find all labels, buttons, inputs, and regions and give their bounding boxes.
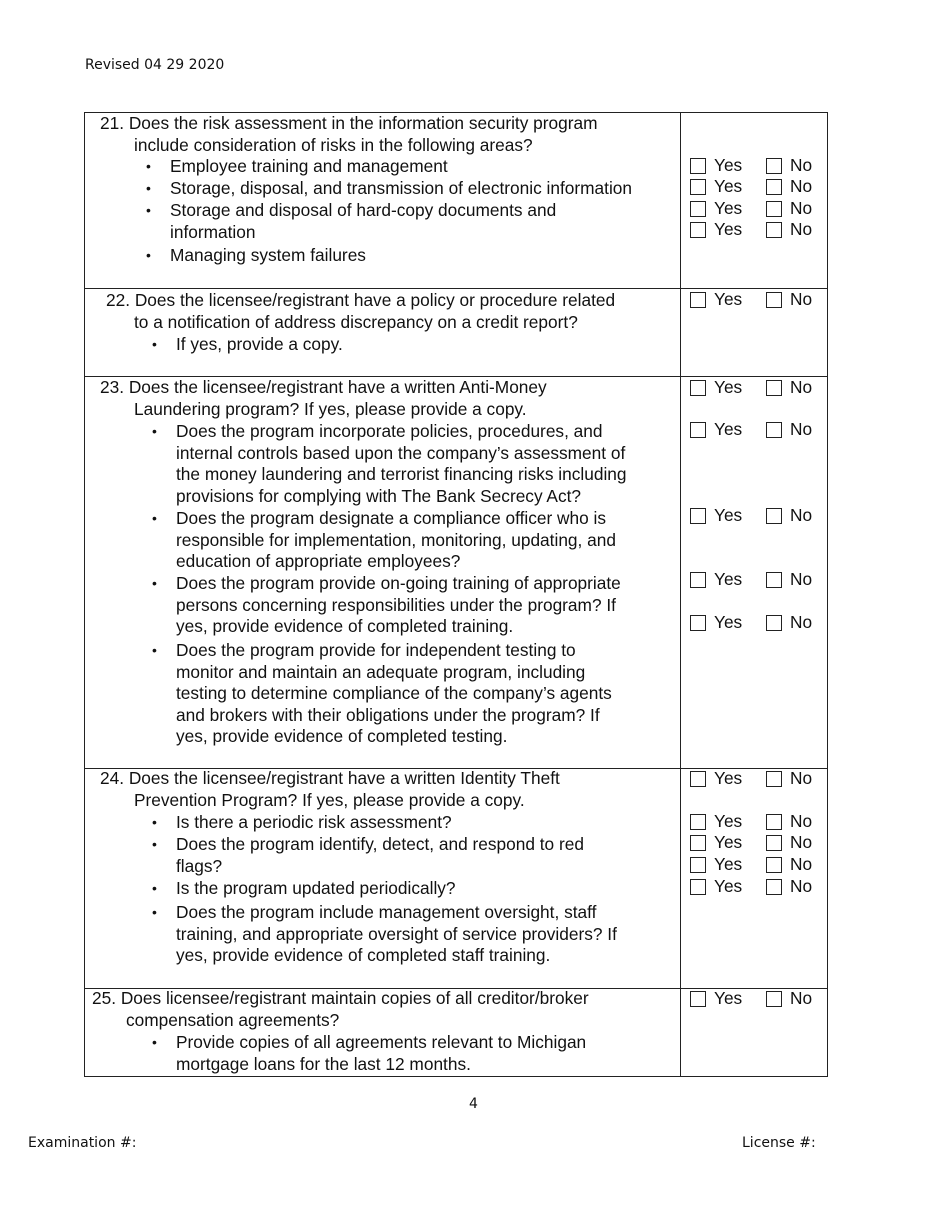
bullet-icon: • xyxy=(146,202,151,218)
q23-row-4-no-checkbox[interactable] xyxy=(766,572,782,588)
yes-label: Yes xyxy=(714,768,743,788)
bullet-icon: • xyxy=(152,880,157,896)
no-label: No xyxy=(790,176,813,196)
q23-bullet-3-text: Does the program provide on-going training of appropriate xyxy=(176,573,621,593)
q23-row-2-yes-checkbox[interactable] xyxy=(690,422,706,438)
bullet-icon: • xyxy=(152,423,157,439)
q21-row-2-yes-checkbox[interactable] xyxy=(690,179,706,195)
q24-row-1-no-checkbox[interactable] xyxy=(766,771,782,787)
no-label: No xyxy=(790,289,813,309)
q24-bullet-4-text: Does the program include management oversight, staff xyxy=(176,902,597,922)
q21-question-text-cont: include consideration of risks in the following areas? xyxy=(134,134,533,155)
bullet-icon: • xyxy=(146,180,151,196)
q21-bullet-3-text: Storage and disposal of hard-copy documents and xyxy=(170,200,557,220)
q25-row-1-yes-checkbox[interactable] xyxy=(690,991,706,1007)
yes-label: Yes xyxy=(714,289,743,309)
q25-row-1-no-checkbox[interactable] xyxy=(766,991,782,1007)
q24-bullet-4-text: yes, provide evidence of completed staff training. xyxy=(176,945,551,966)
q22-question-text-cont: to a notification of address discrepancy on a credit report? xyxy=(134,311,578,332)
q23-question-text-cont: Laundering program? If yes, please provide a copy. xyxy=(134,398,527,419)
no-label: No xyxy=(790,377,813,397)
license-number-label: License #: xyxy=(742,1135,816,1151)
yes-label: Yes xyxy=(714,219,743,239)
q21-question-text: 21. Does the risk assessment in the information security program xyxy=(100,113,598,133)
no-label: No xyxy=(790,198,813,218)
q25-question-text-cont: compensation agreements? xyxy=(126,1009,340,1030)
q23-bullet-2-text: education of appropriate employees? xyxy=(176,551,461,572)
q23-row-2-no-checkbox[interactable] xyxy=(766,422,782,438)
yes-label: Yes xyxy=(714,377,743,397)
q24-row-5-no-checkbox[interactable] xyxy=(766,879,782,895)
q23-row-5-no-checkbox[interactable] xyxy=(766,615,782,631)
q22-question-text: 22. Does the licensee/registrant have a policy or procedure related xyxy=(106,290,616,310)
q24-bullet-3-text: Is the program updated periodically? xyxy=(176,878,456,898)
q23-question-text: 23. Does the licensee/registrant have a written Anti-Money xyxy=(100,377,547,397)
bullet-icon: • xyxy=(146,158,151,174)
q24-question-text: 24. Does the licensee/registrant have a written Identity Theft xyxy=(100,768,560,788)
no-label: No xyxy=(790,988,813,1008)
yes-label: Yes xyxy=(714,176,743,196)
yes-label: Yes xyxy=(714,505,743,525)
examination-number-label: Examination #: xyxy=(28,1135,137,1151)
q23-bullet-1-text: provisions for complying with The Bank Secrecy Act? xyxy=(176,485,582,506)
q21-row-3-yes-checkbox[interactable] xyxy=(690,201,706,217)
q24-bullet-4-text: training, and appropriate oversight of service providers? If xyxy=(176,923,617,944)
q23-bullet-2-text: Does the program designate a compliance officer who is xyxy=(176,508,607,528)
q25-question-text: 25. Does licensee/registrant maintain copies of all creditor/broker xyxy=(92,988,589,1008)
no-label: No xyxy=(790,612,813,632)
q23-row-1-yes-checkbox[interactable] xyxy=(690,380,706,396)
no-label: No xyxy=(790,505,813,525)
q21-bullet-3-text: information xyxy=(170,221,256,242)
q24-bullet-1-text: Is there a periodic risk assessment? xyxy=(176,812,452,832)
no-label: No xyxy=(790,768,813,788)
bullet-icon: • xyxy=(152,1034,157,1050)
q21-row-1-no-checkbox[interactable] xyxy=(766,158,782,174)
no-label: No xyxy=(790,854,813,874)
q24-row-5-yes-checkbox[interactable] xyxy=(690,879,706,895)
yes-label: Yes xyxy=(714,155,743,175)
q23-bullet-3-text: persons concerning responsibilities under the program? If xyxy=(176,594,616,615)
q24-row-2-yes-checkbox[interactable] xyxy=(690,814,706,830)
revised-date: Revised 04 29 2020 xyxy=(85,57,225,73)
q23-bullet-4-text: testing to determine compliance of the company’s agents xyxy=(176,683,612,704)
page-number: 4 xyxy=(469,1096,478,1112)
q22-bullet-1-text: If yes, provide a copy. xyxy=(176,334,343,354)
no-label: No xyxy=(790,876,813,896)
q21-row-1-yes-checkbox[interactable] xyxy=(690,158,706,174)
q24-row-3-yes-checkbox[interactable] xyxy=(690,835,706,851)
q24-bullet-2-text: Does the program identify, detect, and respond to red xyxy=(176,834,584,854)
q23-bullet-1-text: the money laundering and terrorist financing risks including xyxy=(176,464,627,485)
q23-bullet-4-text: Does the program provide for independent testing to xyxy=(176,640,576,660)
no-label: No xyxy=(790,569,813,589)
q23-row-5-yes-checkbox[interactable] xyxy=(690,615,706,631)
bullet-icon: • xyxy=(152,575,157,591)
no-label: No xyxy=(790,219,813,239)
q24-row-2-no-checkbox[interactable] xyxy=(766,814,782,830)
yes-label: Yes xyxy=(714,612,743,632)
q24-question-text-cont: Prevention Program? If yes, please provide a copy. xyxy=(134,789,525,810)
yes-label: Yes xyxy=(714,988,743,1008)
q25-bullet-1-text: mortgage loans for the last 12 months. xyxy=(176,1053,471,1074)
q23-bullet-2-text: responsible for implementation, monitoring, updating, and xyxy=(176,529,616,550)
yes-label: Yes xyxy=(714,876,743,896)
q23-bullet-1-text: internal controls based upon the company’s assessment of xyxy=(176,442,626,463)
q23-bullet-4-text: and brokers with their obligations under the program? If xyxy=(176,704,600,725)
yes-label: Yes xyxy=(714,832,743,852)
q23-bullet-3-text: yes, provide evidence of completed training. xyxy=(176,616,514,637)
bullet-icon: • xyxy=(146,247,151,263)
q24-row-4-yes-checkbox[interactable] xyxy=(690,857,706,873)
q24-row-4-no-checkbox[interactable] xyxy=(766,857,782,873)
q23-row-3-yes-checkbox[interactable] xyxy=(690,508,706,524)
q21-bullet-1-text: Employee training and management xyxy=(170,156,448,176)
q21-bullet-4-text: Managing system failures xyxy=(170,245,366,265)
q23-bullet-4-text: yes, provide evidence of completed testing. xyxy=(176,726,508,747)
q23-bullet-4-text: monitor and maintain an adequate program, including xyxy=(176,661,586,682)
yes-label: Yes xyxy=(714,854,743,874)
q21-row-3-no-checkbox[interactable] xyxy=(766,201,782,217)
q23-row-1-no-checkbox[interactable] xyxy=(766,380,782,396)
no-label: No xyxy=(790,155,813,175)
no-label: No xyxy=(790,811,813,831)
q21-row-4-no-checkbox[interactable] xyxy=(766,222,782,238)
bullet-icon: • xyxy=(152,904,157,920)
q22-row-1-no-checkbox[interactable] xyxy=(766,292,782,308)
q24-bullet-2-text: flags? xyxy=(176,855,223,876)
q25-bullet-1-text: Provide copies of all agreements relevant to Michigan xyxy=(176,1032,587,1052)
q22-row-1-yes-checkbox[interactable] xyxy=(690,292,706,308)
bullet-icon: • xyxy=(152,642,157,658)
q24-row-1-yes-checkbox[interactable] xyxy=(690,771,706,787)
bullet-icon: • xyxy=(152,836,157,852)
bullet-icon: • xyxy=(152,814,157,830)
yes-label: Yes xyxy=(714,811,743,831)
no-label: No xyxy=(790,419,813,439)
q23-row-3-no-checkbox[interactable] xyxy=(766,508,782,524)
yes-label: Yes xyxy=(714,198,743,218)
q24-row-3-no-checkbox[interactable] xyxy=(766,835,782,851)
q21-row-2-no-checkbox[interactable] xyxy=(766,179,782,195)
q23-bullet-1-text: Does the program incorporate policies, procedures, and xyxy=(176,421,603,441)
q21-row-4-yes-checkbox[interactable] xyxy=(690,222,706,238)
q23-row-4-yes-checkbox[interactable] xyxy=(690,572,706,588)
yes-label: Yes xyxy=(714,569,743,589)
column-divider xyxy=(680,112,681,1077)
yes-label: Yes xyxy=(714,419,743,439)
q21-bullet-2-text: Storage, disposal, and transmission of electronic information xyxy=(170,178,633,198)
no-label: No xyxy=(790,832,813,852)
bullet-icon: • xyxy=(152,510,157,526)
bullet-icon: • xyxy=(152,336,157,352)
